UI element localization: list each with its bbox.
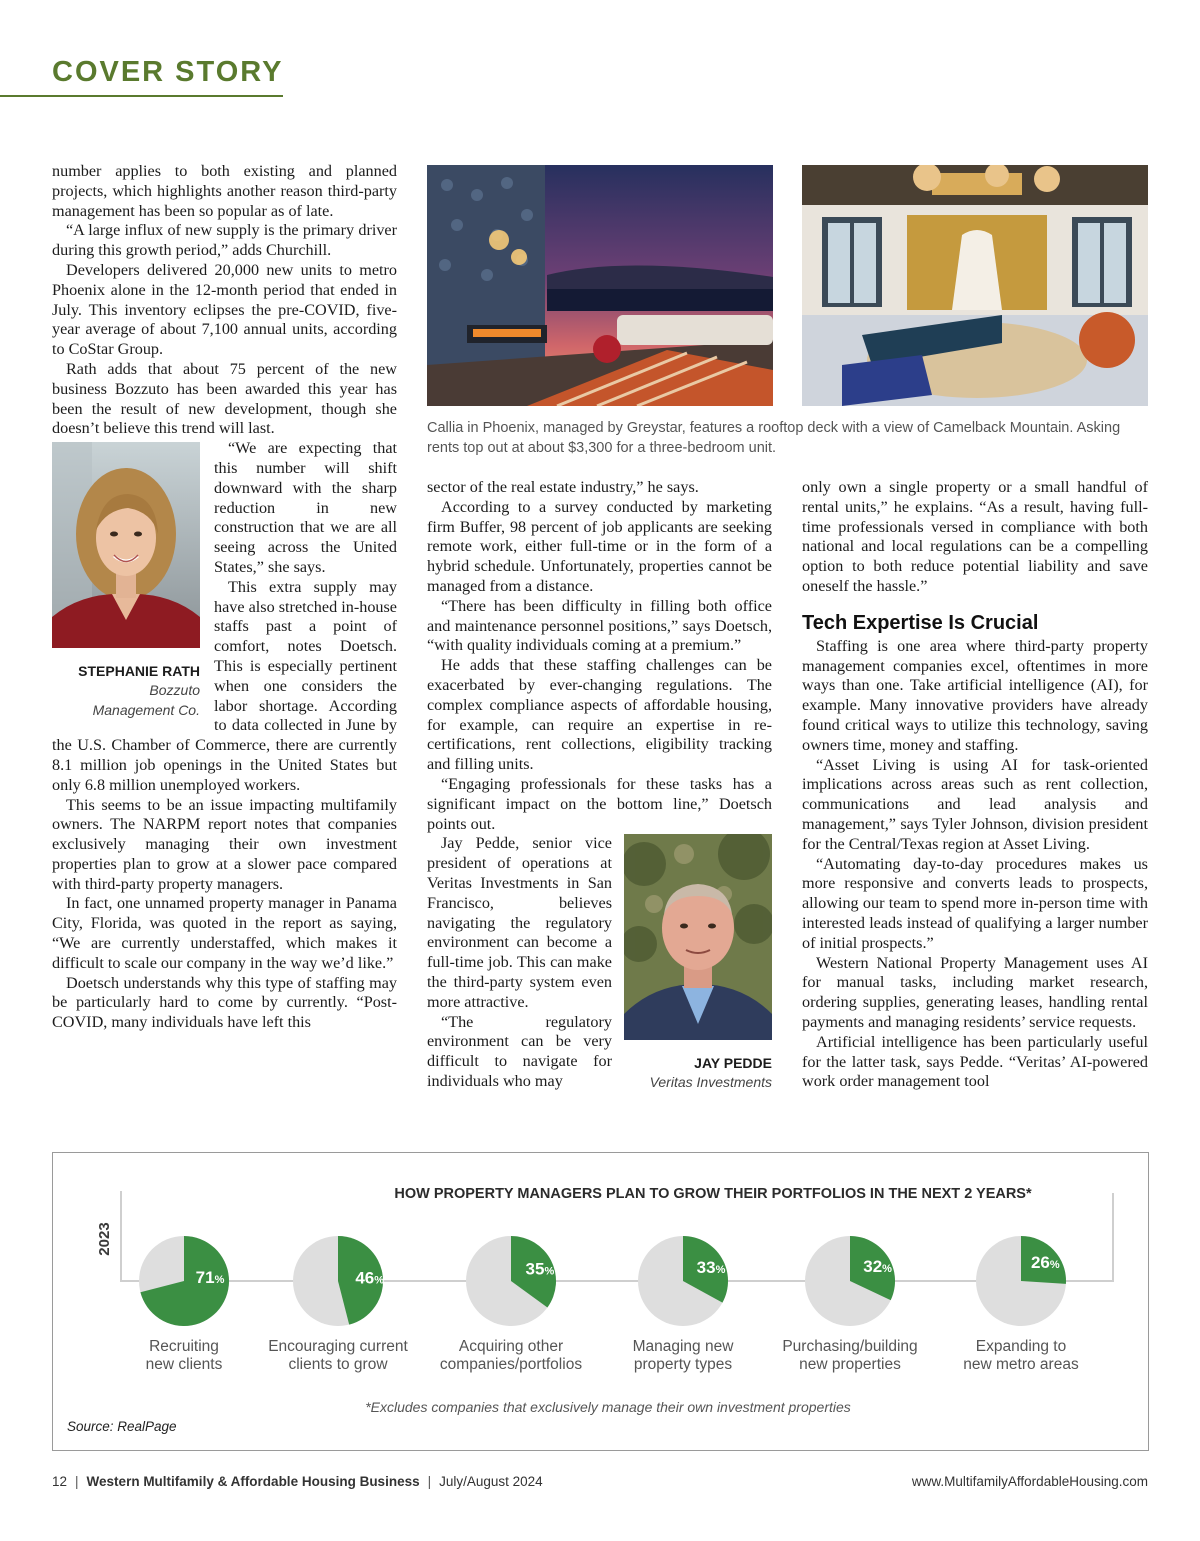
category-label: Managing new xyxy=(632,1338,734,1355)
chart-footnote: *Excludes companies that exclusively manage their own investment properties xyxy=(365,1399,851,1415)
category-label: Encouraging current xyxy=(268,1338,408,1355)
interior-lounge-photo xyxy=(802,165,1148,406)
article-column-3 xyxy=(802,478,1148,1092)
article-column-1 xyxy=(52,162,397,1033)
publication-name: Western Multifamily & Affordable Housing Business xyxy=(86,1474,420,1489)
photo-caption: Callia in Phoenix, managed by Greystar, features a rooftop deck with a view of Camelback Mountain. Asking rents top out at about $3,300 for a three-bedroom unit. xyxy=(427,420,1121,456)
category-label: clients to grow xyxy=(288,1356,388,1373)
footer-separator: | xyxy=(427,1474,432,1489)
pie-value-unit: % xyxy=(1049,1258,1060,1271)
paragraph: Rath adds that about 75 percent of the new business Bozzuto has been awarded this year has been the result of new development, though she doesn’t believe this trend will last. xyxy=(52,359,397,438)
rooftop-deck-image xyxy=(427,165,773,406)
category-label: new clients xyxy=(145,1356,223,1373)
paragraph: “Automating day-to-day procedures makes us more responsive and converts leads to prospects, allowing our team to spend more in-person time with interested leads instead of qualifying a larger number of initial prospects.” xyxy=(802,854,1148,952)
pie-5 xyxy=(782,1236,917,1373)
pie-value-label: 35% xyxy=(525,1259,555,1279)
paragraph: “Engaging professionals for these tasks has a significant impact on the bottom line,” Doetsch points out. xyxy=(427,774,772,833)
pie-1 xyxy=(139,1236,229,1373)
headshot-jay-pedde xyxy=(624,834,772,1092)
section-rule xyxy=(0,95,283,97)
headshot-stephanie-rath xyxy=(52,442,200,720)
chart-title: HOW PROPERTY MANAGERS PLAN TO GROW THEIR PORTFOLIOS IN THE NEXT 2 YEARS* xyxy=(394,1186,1032,1202)
footer-separator: | xyxy=(75,1474,79,1489)
pie-2 xyxy=(268,1236,408,1373)
category-label: Expanding to xyxy=(975,1338,1067,1355)
paragraph: Jay Pedde, senior vice president of operations at Veritas Investments in San Francisco, believes navigating the regulatory environment can become a full-time job. This can make the third-party system even more attractive. xyxy=(427,834,612,1011)
chart-bracket xyxy=(121,1191,1113,1281)
paragraph: “A large influx of new supply is the primary driver during this growth period,” adds Churchill. xyxy=(52,221,397,260)
man-portrait-image xyxy=(624,834,772,1040)
paragraph: In fact, one unnamed property manager in Panama City, Florida, was quoted in the report as saying, “We are currently understaffed, which makes it difficult to scale our company in the way we’d like.” xyxy=(52,894,397,972)
category-label: Acquiring other xyxy=(458,1338,564,1355)
pie-value-label: 33% xyxy=(696,1257,726,1277)
pie-6 xyxy=(963,1236,1079,1373)
pie-4 xyxy=(633,1236,735,1373)
portrait-photo xyxy=(624,834,772,1040)
category-label: Recruiting xyxy=(149,1338,219,1355)
paragraph: “We are expecting that this number will shift downward with the sharp reduction in new construction that we are all seeing across the United States,” she says. xyxy=(214,439,397,576)
pie-value-unit: % xyxy=(374,1274,385,1287)
chart-source: Source: RealPage xyxy=(67,1419,177,1434)
pie-value-label: 32% xyxy=(863,1257,892,1277)
publication-url[interactable]: www.MultifamilyAffordableHousing.com xyxy=(911,1474,1148,1489)
headshot-org: Bozzuto xyxy=(149,682,200,699)
paragraph: Western National Property Management uses AI for manual tasks, including market research, ordering supplies, generating leases, handling rental payments and managing residents’ service requests. xyxy=(802,953,1148,1031)
headshot-org: Management Co. xyxy=(92,702,200,719)
issue-date: July/August 2024 xyxy=(439,1474,543,1489)
article-column-2 xyxy=(427,478,772,1094)
pie-chart xyxy=(53,1153,1148,1450)
paragraph: “Asset Living is using AI for task-oriented implications across areas such as rent collection, communications and lead analysis and management,” says Tyler Johnson, division president for the Central/Texas region at Asset Living. xyxy=(802,755,1148,853)
pie-3 xyxy=(440,1236,582,1373)
category-label: new metro areas xyxy=(963,1356,1079,1373)
pie-chart-panel xyxy=(52,1152,1149,1451)
portrait-photo xyxy=(52,442,200,648)
pie-value-unit: % xyxy=(882,1263,892,1276)
paragraph: Staffing is one area where third-party property management companies excel, oftentimes in more ways than one. Take artificial intelligence (AI), for example. Many innovative providers have already found critical ways to utilize this technology, saving owners time, money and staffing. xyxy=(802,636,1148,754)
category-label: property types xyxy=(633,1356,733,1373)
pie-value-unit: % xyxy=(544,1265,555,1278)
category-label: new properties xyxy=(799,1356,901,1373)
paragraph: He adds that these staffing challenges can be exacerbated by ever-changing regulations. The complex compliance aspects of affordable housing, for example, can require an expertise in re-certifications, rent collections, eligibility tracking and filling units. xyxy=(427,656,772,774)
pie-value-label: 71% xyxy=(195,1268,225,1287)
paragraph: Developers delivered 20,000 new units to metro Phoenix alone in the 12-month period that ended in July. This inventory eclipses the pre-COVID, five-year average of about 7,100 annual units, according to CoStar Group. xyxy=(52,260,397,359)
chart-year-label: 2023 xyxy=(96,1222,113,1256)
paragraph: only own a single property or a small handful of rental units,” he explains. “As a result, having full-time professionals versed in compliance with both national and local regulations can be a compelling option to both reduce potential liability and save oneself the hassle.” xyxy=(802,478,1148,595)
paragraph: This extra supply may have also stretched in-house staffs past a point of comfort, notes Doetsch. This is especially pertinent when one considers the labor shortage. According to data collected in June by the U.S. Chamber of Commerce, there are currently 8.1 million job openings in the United States but only 6.8 million unemployed workers. xyxy=(52,577,397,794)
category-label: companies/portfolios xyxy=(439,1356,583,1373)
paragraph: According to a survey conducted by marketing firm Buffer, 98 percent of job applicants are seeking remote work, either full-time or in the form of a hybrid schedule. Unfortunately, properties cannot be managed from a distance. xyxy=(427,497,772,595)
page-footer xyxy=(52,1474,1148,1489)
paragraph: sector of the real estate industry,” he says. xyxy=(427,478,699,496)
paragraph: “There has been difficulty in filling both office and maintenance personnel positions,” says Doetsch, “with quality individuals coming at a premium.” xyxy=(427,596,772,655)
pie-value-unit: % xyxy=(214,1274,225,1286)
section-subheading: Tech Expertise Is Crucial xyxy=(802,611,1039,634)
headshot-name: STEPHANIE RATH xyxy=(78,663,200,680)
headshot-name: JAY PEDDE xyxy=(694,1055,772,1072)
paragraph: Artificial intelligence has been particularly useful for the latter task, says Pedde. “Veritas’ AI-powered work order management tool xyxy=(802,1032,1148,1091)
page-number: 12 xyxy=(52,1474,68,1489)
section-label: COVER STORY xyxy=(52,56,284,88)
paragraph: Doetsch understands why this type of staffing may be particularly hard to come by currently. “Post-COVID, many individuals have left this xyxy=(52,973,397,1032)
rooftop-deck-photo xyxy=(427,165,773,406)
interior-lounge-image xyxy=(802,165,1148,406)
pie-value-unit: % xyxy=(715,1263,726,1276)
pie-value-label: 46% xyxy=(355,1268,385,1288)
pie-value-label: 26% xyxy=(1030,1252,1060,1272)
paragraph: number applies to both existing and planned projects, which highlights another reason third-party management has been so popular as of late. xyxy=(52,162,397,220)
paragraph: “The regulatory environment can be very difficult to navigate for individuals who may xyxy=(427,1012,612,1090)
paragraph: This seems to be an issue impacting multifamily owners. The NARPM report notes that companies exclusively managing their own investment properties plan to grow at a slower pace compared with third-party property managers. xyxy=(52,795,397,893)
category-label: Purchasing/building xyxy=(782,1338,918,1355)
woman-portrait-image xyxy=(52,442,200,648)
headshot-org: Veritas Investments xyxy=(649,1074,772,1091)
